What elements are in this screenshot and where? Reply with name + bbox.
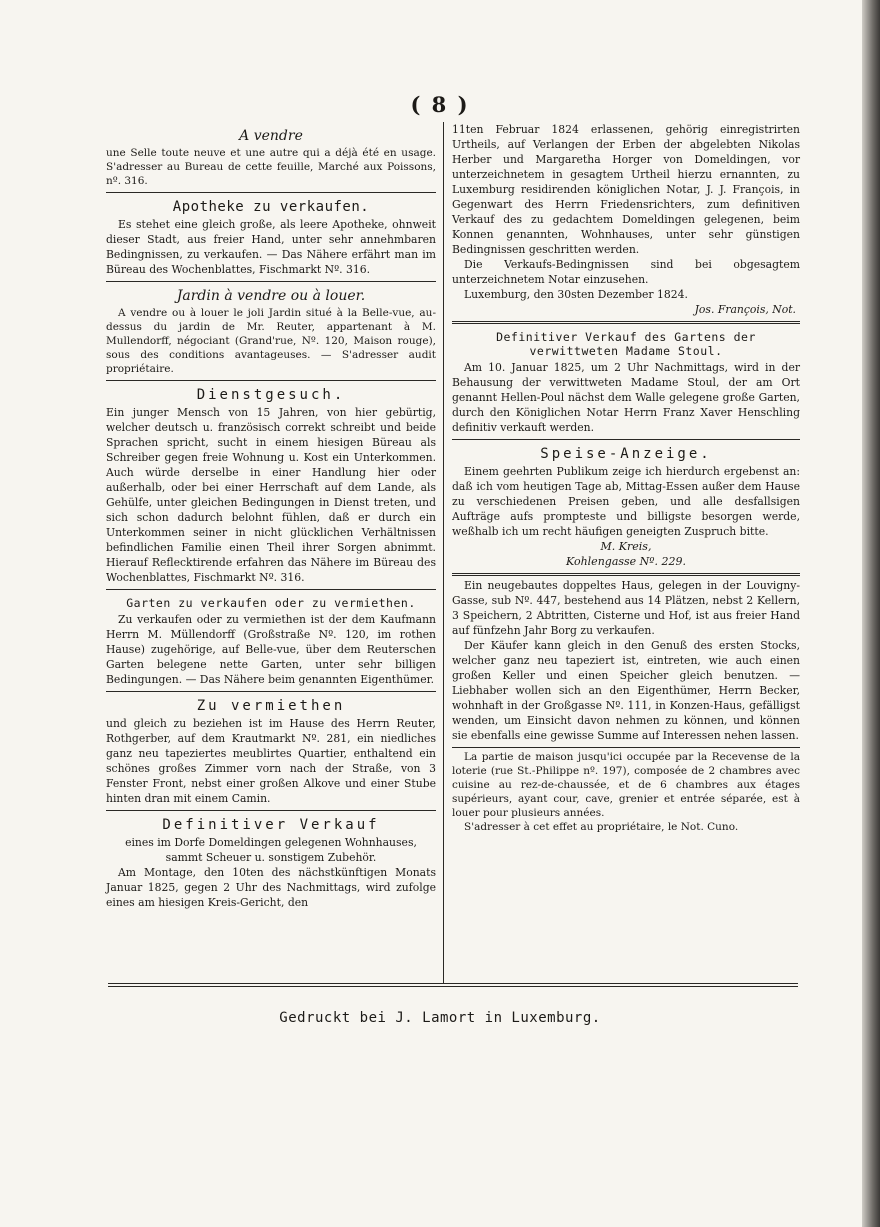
ad-signature: Jos. François, Not. [694,303,796,316]
ad-dienstgesuch [106,387,436,585]
ad-date: Luxemburg, den 30sten Dezember 1824. [464,288,688,301]
column-divider [443,122,444,984]
ad-haus [452,578,800,743]
ad-title: Zu vermiethen [196,698,346,714]
ad-apotheke [106,199,436,277]
ad-subtitle: eines im Dorfe Domeldingen gelegenen Wohnhauses, sammt Scheuer u. sonstigem Zubehör. [125,836,417,864]
ad-text-2: S'adresser à cet effet au propriétaire, le Not. Cuno. [464,821,739,833]
ad-title: Definitiver Verkauf des Gartens der verwittweten Madame Stoul. [496,330,756,358]
separator [106,281,436,282]
ad-text-2: Die Verkaufs-Bedingnissen sind bei obgesagtem unterzeichnetem Notar einzusehen. [452,258,800,286]
ad-text: Es stehet eine gleich große, als leere Apotheke, ohnweit dieser Stadt, aus freier Hand, unter sehr annehmbaren Bedingnissen, zu verkaufen. — Das Nähere erfährt man im Büreau des Wochenblattes, Fischmarkt Nº. 316. [106,218,436,276]
ad-maison [452,750,800,834]
page-number: ( 8 ) [410,92,470,117]
ad-definitiver-verkauf [106,817,436,910]
printer-imprint: Gedruckt bei J. Lamort in Luxemburg. [279,1010,601,1026]
separator [452,321,800,324]
separator [106,691,436,692]
ad-text: Ein junger Mensch von 15 Jahren, von hier gebürtig, welcher deutsch u. französisch correkt schreibt und beide Sprachen spricht, sucht in einem hiesigen Büreau als Schreiber gegen freie Wohnung u. Kost ein Unterkommen. Auch würde derselbe in einer Handlung hier oder außerhalb, oder bei einer Herrschaft auf dem Lande, als Gehülfe, unter gleichen Bedingungen in Dienst treten, und sich schon dadurch belohnt fühlen, daß er durch ein Unterkommen seiner in nicht glücklichen Verhältnissen befindlichen Familie einen Theil ihrer Sorgen abnimmt. Hierauf Reflecktirende erfahren das Nähere im Büreau des Wochenblattes, Fischmarkt Nº. 316. [106,406,436,584]
separator [106,810,436,811]
ad-definitiver-verkauf-continued [452,122,800,317]
ad-signature-address: Kohlengasse Nº. 229. [566,555,686,568]
ad-signature-name: M. Kreis, [600,540,652,553]
ad-title: Definitiver Verkauf [162,817,380,833]
ad-text-2: Der Käufer kann gleich in den Genuß des ersten Stocks, welcher ganz neu tapeziert ist, eintreten, wie auch einen großen Keller und einen Speicher gleich benutzen. — Liebhaber wollen sich an den Eigenthümer, Herrn Becker, wohnhaft in der Großgasse Nº. 111, in Konzen-Haus, gefälligst wenden, um Einsicht davon nehmen zu können, und können sie ebenfalls eine gewisse Summe auf Interessen nehen lassen. [452,639,800,742]
ad-title: Dienstgesuch. [196,387,346,403]
ad-text: Am 10. Januar 1825, um 2 Uhr Nachmittags, wird in der Behausung der verwittweten Madame Stoul, der am Ort genannt Hellen-Poul nächst dem Walle gelegene große Garten, durch den Königlichen Notar Herrn Franz Xaver Henschling definitiv verkauft werden. [452,361,800,434]
separator [452,747,800,748]
ad-garten [106,596,436,687]
ad-text: A vendre ou à louer le joli Jardin situé à la Belle-vue, au-dessus du jardin de Mr. Reuter, appartenant à M. Mullendorff, négociant (Grand'rue, Nº. 120, Maison rouge), sous des conditions avantageuses. — S'adresser audit propriétaire. [106,307,436,375]
separator [106,192,436,193]
ad-text: 11ten Februar 1824 erlassenen, gehörig einregistrirten Urtheils, auf Verlangen der Erben der abgelebten Nikolas Herber und Margaretha Horger von Domeldingen, vor unterzeichnetem in gesagtem Urtheil hierzu ernannten, zu Luxemburg residirenden königlichen Notar, J. J. François, in Gegenwart des Herrn Friedensrichters, zum definitiven Verkauf des zu gedachtem Domeldingen gelegenen, beim Konnen genannten, Wohnhauses, unter sehr günstigen Bedingnissen geschritten werden. [452,123,800,256]
ad-title: Jardin à vendre ou à louer. [176,288,366,304]
ad-title: Garten zu verkaufen oder zu vermiethen. [126,596,416,610]
separator [452,573,800,576]
ad-text: und gleich zu beziehen ist im Hause des Herrn Reuter, Rothgerber, auf dem Krautmarkt Nº. 281, ein niedliches ganz neu tapeziertes meublirtes Quartier, enthaltend ein schönes großes Zimmer vorn nach der Straße, von 3 Fenster Front, nebst einer großen Alkove und einer Stube hinten dran mit einem Camin. [106,717,436,805]
separator [452,439,800,440]
ad-text: La partie de maison jusqu'ici occupée par la Recevense de la loterie (rue St.-Philippe nº. 197), composée de 2 chambres avec cuisine au rez-de-chaussée, et de 6 chambres aux étages supérieurs, ayant cour, cave, grenier et entrée séparée, est à louer pour plusieurs années. [452,751,800,819]
ad-zu-vermiethen [106,698,436,806]
page-edge [862,0,880,1227]
separator [106,380,436,381]
ad-title: Apotheke zu verkaufen. [172,199,370,215]
footer-rule [108,983,798,987]
ad-title: A vendre [239,128,303,144]
ad-text: une Selle toute neuve et une autre qui a déjà été en usage. S'adresser au Bureau de cette feuille, Marché aux Poissons, nº. 316. [106,147,436,187]
ad-speise-anzeige [452,446,800,569]
ad-text: Ein neugebautes doppeltes Haus, gelegen in der Louvigny-Gasse, sub Nº. 447, bestehend aus 14 Plätzen, nebst 2 Kellern, 3 Speichern, 2 Abtritten, Cisterne und Hof, ist aus freier Hand auf fünfzehn Jahr Borg zu verkaufen. [452,579,800,637]
ad-text: Zu verkaufen oder zu vermiethen ist der dem Kaufmann Herrn M. Müllendorff (Großstraße Nº. 120, im rothen Hause) zugehörige, auf Belle-vue, über dem Reuterschen Garten belegene nette Garten, unter sehr billigen Bedingungen. — Das Nähere beim genannten Eigenthümer. [106,613,436,686]
ad-jardin [106,288,436,376]
separator [106,589,436,590]
ad-text: Einem geehrten Publikum zeige ich hierdurch ergebenst an: daß ich vom heutigen Tage ab, Mittag-Essen außer dem Hause zu verschiedenen Preisen geben, und alle desfallsigen Aufträge aufs prompteste und billigste besorgen werde, weßhalb ich um recht häufigen geneigten Zuspruch bitte. [452,465,800,538]
ad-a-vendre [106,128,436,188]
right-column [452,122,800,834]
left-column [106,122,436,910]
ad-title: Speise-Anzeige. [540,446,712,462]
ad-text: Am Montage, den 10ten des nächstkünftigen Monats Januar 1825, gegen 2 Uhr des Nachmittags, wird zufolge eines am hiesigen Kreis-Gericht, den [106,866,436,909]
ad-stoul [452,330,800,435]
